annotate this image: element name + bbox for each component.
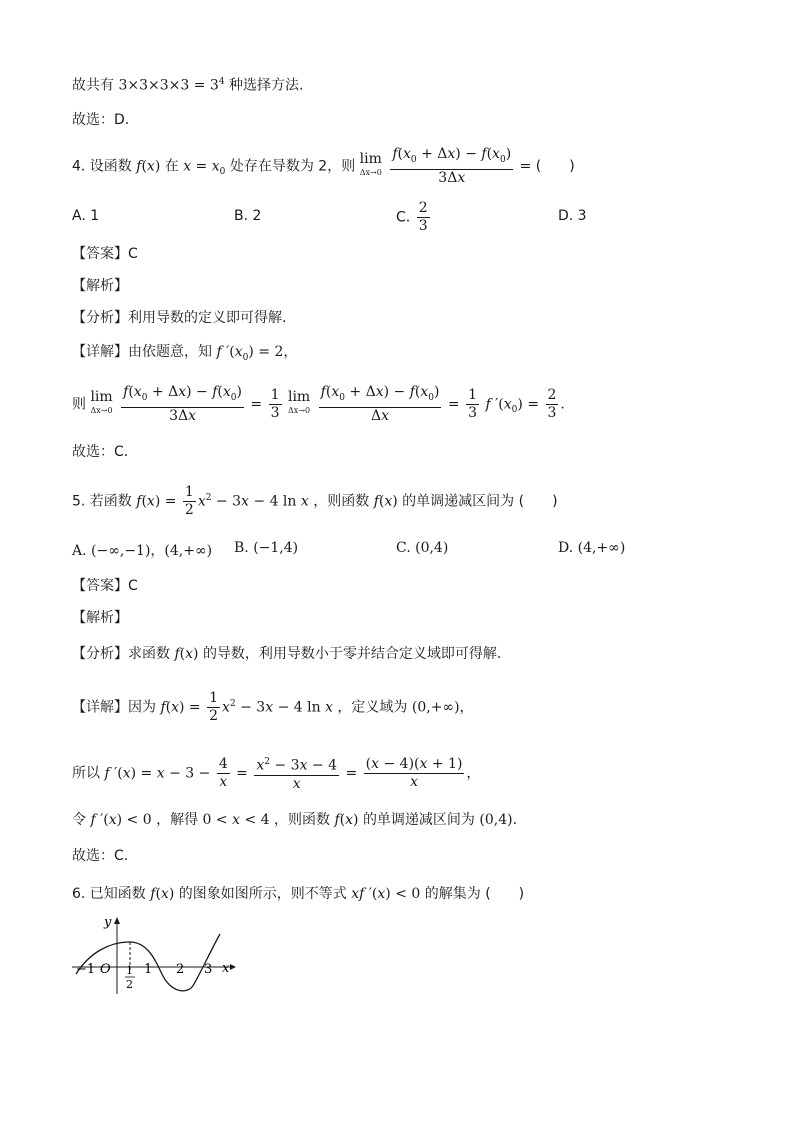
q5-option-a: A. (−∞,−1)，(4,+∞) [72,543,213,559]
combination-count-line: 故共有 $3\times 3\times 3\times 3 = 3^4$ 种选择方法. [72,77,304,94]
q4-select: 故选：C. [72,444,129,460]
q5-option-c: C. (0,4) [396,540,449,556]
q5-option-b: B. (−1,4) [234,540,299,556]
tick-half-denominator: 2 [126,978,133,991]
question-5-stem: 5. 若函数 f(x) = $\frac{1}{2}$ $x^2 - 3x - 4$ ln x ，则函数 f(x) 的单调递减区间为 ( ) [72,484,558,518]
q4-option-d: D. 3 [558,208,587,224]
tick-one: 1 [144,962,153,977]
q4-answer: 【答案】C [72,246,138,262]
q5-select: 故选：C. [72,848,129,864]
q5-analysis: 【分析】求函数 f(x) 的导数，利用导数小于零并结合定义域即可得解. [72,646,502,662]
difference-quotient: $\frac{f(x_0 + \Delta x) - f(x_0)}{3\Delta x}$ [392,146,512,186]
q4-analysis-heading: 【解析】 [72,278,128,294]
q5-analysis-heading: 【解析】 [72,610,128,626]
question-4-stem: 4. 设函数 f(x) 在 $x = x_0$ 处存在导数为 2，则 lim Δx→0 $\frac{f(x_0 + \Delta x) - f(x_0)}{3\Delta x}$ = ( ) [72,146,575,186]
q4-derivation: 则 lim Δx→0 $\frac{f(x_0 + \Delta x) - f(x_0)}{3\Delta x}$ = $\frac{1}{3}$ lim Δx→0 $\frac{f(x_0 + \Delta x) - f(x_0)}{\Delta x}$ = $\frac{1}{3}$ f $'(x_0)$ = $\frac{2}{3}$ . [72,384,565,424]
q4-option-b: B. 2 [234,208,262,224]
q4-detail: 【详解】由依题意，知 f $'(x_0) = 2$， [72,344,298,363]
tick-neg-one: −1 [76,962,96,977]
select-answer-d: 故选：D. [72,112,130,128]
question-6-stem: 6. 已知函数 f(x) 的图象如图所示，则不等式 xf ′(x) < 0 的解集为 ( ) [72,886,525,902]
limit-symbol: lim Δx→0 [359,151,382,178]
x-axis-label: x [222,961,230,976]
q5-detail: 【详解】因为 f(x) = $\frac{1}{2}$ $x^2 - 3x - 4$ ln x ，定义域为 (0,+∞)， [72,690,474,724]
tick-half-numerator: 1 [126,964,133,977]
q4-option-a: A. 1 [72,208,100,224]
y-axis-arrow [114,917,120,924]
tick-three: 3 [204,962,213,977]
q5-option-d: D. (4,+∞) [558,540,626,556]
function-graph [70,912,240,996]
q4-option-c: C. $\frac{2}{3}$ [396,200,428,234]
origin-label: O [100,962,111,977]
x-axis-arrow [230,964,236,970]
tick-two: 2 [176,962,185,977]
q5-derivative: 所以 f ′(x) = x − 3 − $\frac{4}{x}$ = $\frac{x^2 - 3x - 4}{x}$ = $\frac{(x - 4)(x + 1)}{x}$ ， [72,755,481,792]
q5-solve: 令 f ′(x) < 0 ，解得 0 < x < 4 ，则函数 f(x) 的单调递减区间为 (0,4). [72,812,518,828]
y-axis-label: y [104,915,112,930]
q5-answer: 【答案】C [72,578,138,594]
q4-analysis: 【分析】利用导数的定义即可得解. [72,310,287,326]
